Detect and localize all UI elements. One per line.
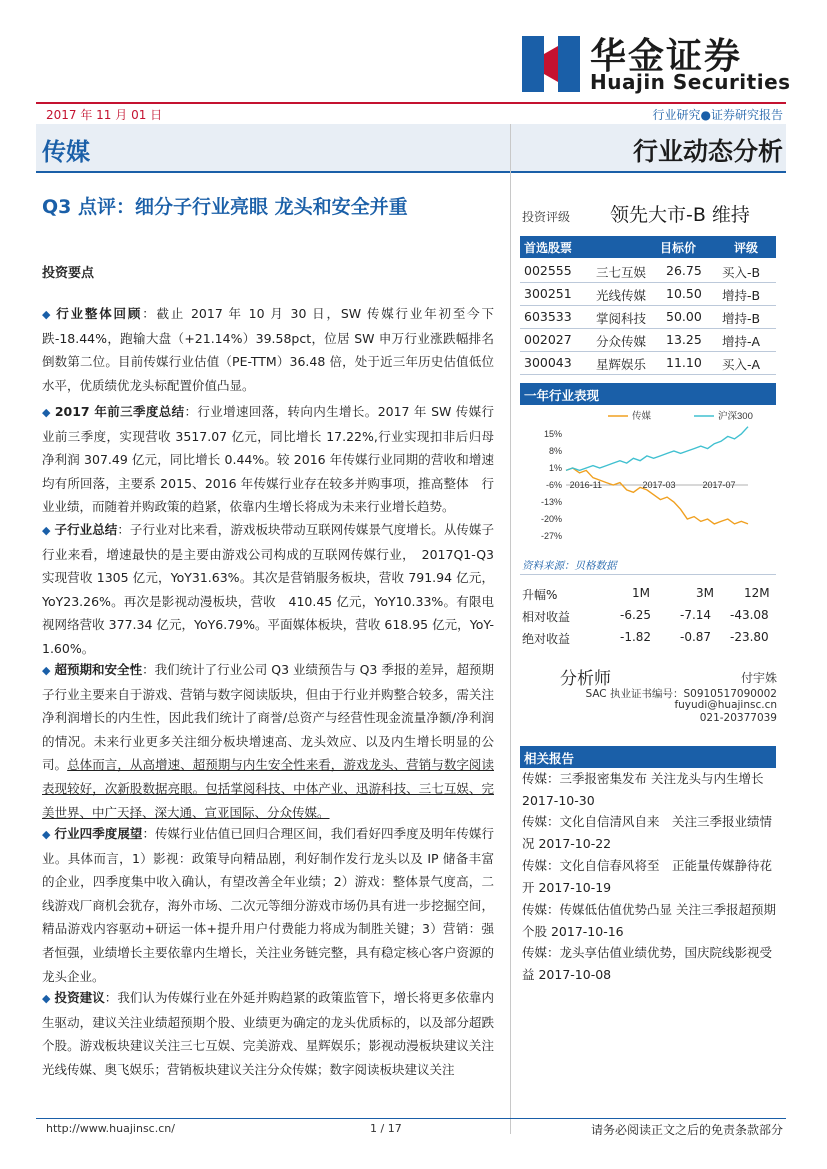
stock-code: 300043: [524, 355, 572, 370]
diamond-icon: ◆: [42, 992, 51, 1005]
bullet-head: 2017 年前三季度总结: [54, 404, 185, 419]
industry-name: 传媒: [42, 138, 90, 166]
report-type: 行业研究●证券研究报告: [652, 108, 783, 122]
bullet-head: 行业四季度展望: [54, 826, 143, 841]
footer-rule: [36, 1118, 786, 1119]
legend-label: 传媒: [632, 411, 652, 422]
related-heading-text: 相关报告: [524, 751, 575, 766]
huajin-logo-icon: [522, 36, 580, 92]
column-header: 1M: [632, 586, 650, 600]
target-price: 13.25: [666, 332, 702, 347]
analyst-email: fuyudi@huajinsc.cn: [674, 699, 777, 711]
key-points-heading: 投资要点: [42, 266, 95, 281]
perf-1m: -1.82: [620, 630, 652, 644]
bullet-q3-summary: [42, 400, 494, 519]
series-line: [566, 468, 748, 524]
perf-1m: -6.25: [620, 608, 652, 622]
stock-name: 光线传媒: [596, 288, 647, 303]
perf-label: 绝对收益: [522, 632, 571, 646]
analyst-license: SAC 执业证书编号：S0910517090002: [585, 688, 777, 700]
bullet-underlined-text: 总体而言，从高增速、超预期与内生安全性来看，游戏龙头、营销与数字阅读表现较好，次新股数据亮眼。包括掌阅科技、中体产业、迅游科技、三七互娱、完美世界、中广天择、深大通、宣亚国际、分众传媒。: [42, 757, 494, 820]
stock-code: 300251: [524, 286, 572, 301]
perf-table-header: [522, 586, 776, 608]
page-number: 1 / 17: [370, 1122, 402, 1135]
y-tick-label: -27%: [540, 531, 562, 541]
stock-rating: 增持-B: [722, 288, 761, 303]
x-tick-label: 2016-11: [569, 480, 603, 490]
stock-name: 掌阅科技: [596, 311, 647, 326]
bullet-q4-outlook: [42, 822, 494, 988]
related-report-link[interactable]: 传媒：传媒低估值优势凸显 关注三季报超预期个股 2017-10-16: [522, 902, 776, 939]
rating-label: 投资评级: [522, 210, 571, 224]
report-title: 行业动态分析: [632, 137, 783, 166]
target-price: 26.75: [666, 263, 702, 278]
bullet-industry-review: [42, 302, 494, 397]
performance-chart: [520, 404, 782, 554]
stock-rating: 买入-B: [722, 265, 761, 280]
analyst-name: 付宇姝: [740, 671, 777, 685]
table-row: [520, 351, 776, 375]
table-row: [520, 305, 776, 329]
bullet-text: ：传媒行业估值已回归合理区间，我们看好四季度及明年传媒行业。具体而言，1）影视：政策导向精品剧，利好制作发行龙头以及 IP 储备丰富的企业，四季度集中收入确认，有望改善全年业绩；2）游戏：整体景气度高，二线游戏厂商机会犹存，海外市场、二次元等细分游戏市场仍具有进一步挖掘空间，精品游戏内容驱动+研运一体+提升用户付费能力将成为制胜关键；3）营销：强者恒强，业绩增长主要依靠内生增长，关注业务链完整，具有稳定核心客户资源的龙头企业。: [42, 826, 494, 984]
y-tick-label: -6%: [545, 480, 562, 490]
bullet-text: ：我们认为传媒行业在外延并购趋紧的政策监管下，增长将更多依靠内生驱动，建议关注业绩超预期个股、业绩更为确定的龙头优质标的，以及部分超跌个股。游戏板块建议关注三七互娱、完美游戏、星辉娱乐；影视动漫板块建议关注光线传媒、奥飞娱乐；营销板块建议关注分众传媒；数字阅读板块建议关注: [42, 990, 494, 1077]
related-heading: [520, 746, 776, 768]
stock-name: 星辉娱乐: [596, 357, 647, 372]
related-report-link[interactable]: 传媒：文化自信春风将至 正能量传媒静待花开 2017-10-19: [522, 858, 773, 895]
brand-name-cn: 华金证券: [590, 36, 743, 77]
column-header: 升幅%: [522, 588, 558, 602]
perf-label: 相对收益: [522, 610, 571, 624]
y-tick-label: 15%: [543, 429, 562, 439]
bullet-sub-industry: [42, 518, 494, 661]
x-tick-label: 2017-07: [702, 480, 736, 490]
performance-heading-text: 一年行业表现: [524, 388, 600, 403]
target-price: 11.10: [666, 355, 702, 370]
diamond-icon: ◆: [42, 828, 51, 841]
table-row: [520, 282, 776, 306]
bullet-head: 子行业总结: [54, 522, 118, 537]
table-row: [520, 259, 776, 283]
diamond-icon: ◆: [42, 664, 51, 677]
analyst-title: 分析师: [560, 669, 611, 689]
rating-value: 领先大市-B 维持: [610, 204, 750, 226]
stock-table-header: [520, 236, 776, 258]
stock-code: 002555: [524, 263, 572, 278]
analyst-phone: 021-20377039: [699, 712, 777, 724]
column-header: 评级: [734, 241, 759, 255]
column-header: 12M: [744, 586, 770, 600]
column-divider: [510, 124, 511, 1134]
chart-source: 资料来源：贝格数据: [522, 560, 617, 572]
series-line: [566, 427, 748, 471]
perf-3m: -0.87: [680, 630, 712, 644]
table-row: [522, 630, 776, 652]
target-price: 10.50: [666, 286, 702, 301]
stock-rating: 增持-A: [722, 334, 761, 349]
bullet-text: ：子行业对比来看，游戏板块带动互联网传媒景气度增长。从传媒子行业来看，增速最快的是主要由游戏公司构成的互联网传媒行业， 2017Q1-Q3 实现营收 1305 亿元，YoY31.63%。其次是营销服务板块，营收 791.94 亿元，YoY23.26%。再次是影视动漫板块，营收 410.45 亿元，YoY10.33%。有限电视网络营收 377.34 亿元，YoY6.79%。平面媒体板块，营收 618.95 亿元，YoY-1.60%。: [42, 522, 494, 656]
x-tick-label: 2017-03: [642, 480, 676, 490]
header-top-rule: [36, 102, 786, 104]
related-report-link[interactable]: 传媒：文化自信清风自来 关注三季报业绩情况 2017-10-22: [522, 814, 773, 851]
report-date: 2017 年 11 月 01 日: [46, 108, 163, 122]
bullet-text: ：行业增速回落，转向内生增长。2017 年 SW 传媒行业前三季度，实现营收 3517.07 亿元，同比增长 17.22%,行业实现扣非后归母净利润 307.49 亿元，同比增长 0.44%。较 2016 年传媒行业同期的营收和增速均有所回落，主要系 2015、2016 年传媒行业存在较多并购事项，推高整体 行业业绩，而随着并购政策的趋紧，依靠内生增长将成为未来行业增长趋势。: [42, 404, 494, 515]
diamond-icon: ◆: [42, 524, 51, 537]
bullet-investment-advice: [42, 986, 494, 1081]
legend-label: 沪深300: [718, 411, 753, 422]
stock-name: 三七互娱: [596, 265, 647, 280]
footer-url[interactable]: http://www.huajinsc.cn/: [46, 1122, 175, 1135]
column-header: 首选股票: [524, 241, 573, 255]
y-tick-label: 8%: [548, 446, 562, 456]
header-bottom-rule: [36, 171, 786, 173]
target-price: 50.00: [666, 309, 702, 324]
bullet-text: ：我们统计了行业公司 Q3 业绩预告与 Q3 季报的差异，超预期子行业主要来自于游戏、营销与数字阅读版块，但由于行业并购整合较多，需关注净利润增长的内生性，因此我们统计了商誉/总资产与经营性现金流量净额/净利润的情况。未来行业更多关注细分板块增速高、龙头效应、以及内生增长明显的公司。: [42, 662, 494, 773]
stock-rating: 买入-A: [722, 357, 761, 372]
brand-name-en: Huajin Securities: [590, 70, 791, 94]
stock-name: 分众传媒: [596, 334, 647, 349]
bullet-head: 超预期和安全性: [54, 662, 143, 677]
bullet-beat-safety: [42, 658, 494, 824]
bullet-text: ：截止 2017 年 10 月 30 日，SW 传媒行业年初至今下跌-18.44%，跑输大盘（+21.14%）39.58pct，位居 SW 申万行业涨跌幅排名倒数第二位。目前传媒行业估值（PE-TTM）36.48 倍，处于近三年历史估值低位水平，优质绩优龙头标配置价值凸显。: [42, 306, 494, 393]
stock-code: 603533: [524, 309, 572, 324]
y-tick-label: -13%: [540, 497, 562, 507]
perf-3m: -7.14: [680, 608, 712, 622]
y-tick-label: -20%: [540, 514, 562, 524]
column-header: 目标价: [660, 241, 697, 255]
diamond-icon: ◆: [42, 308, 53, 321]
bullet-head: 行业整体回顾: [56, 306, 143, 321]
page-title: Q3 点评：细分子行业亮眼 龙头和安全并重: [42, 196, 408, 218]
perf-12m: -43.08: [730, 608, 769, 622]
related-report-link[interactable]: 传媒：三季报密集发布 关注龙头与内生增长 2017-10-30: [522, 771, 764, 808]
table-row: [522, 608, 776, 630]
column-header: 3M: [696, 586, 714, 600]
source-rule: [520, 574, 776, 575]
related-report-link[interactable]: 传媒：龙头享估值业绩优势，国庆院线影视受益 2017-10-08: [522, 945, 773, 982]
stock-rating: 增持-B: [722, 311, 761, 326]
stock-code: 002027: [524, 332, 572, 347]
disclaimer-note: 请务必阅读正文之后的免责条款部分: [590, 1123, 783, 1137]
performance-heading: [520, 383, 776, 405]
diamond-icon: ◆: [42, 406, 51, 419]
bullet-head: 投资建议: [54, 990, 105, 1005]
y-tick-label: 1%: [548, 463, 562, 473]
perf-12m: -23.80: [730, 630, 769, 644]
table-row: [520, 328, 776, 352]
